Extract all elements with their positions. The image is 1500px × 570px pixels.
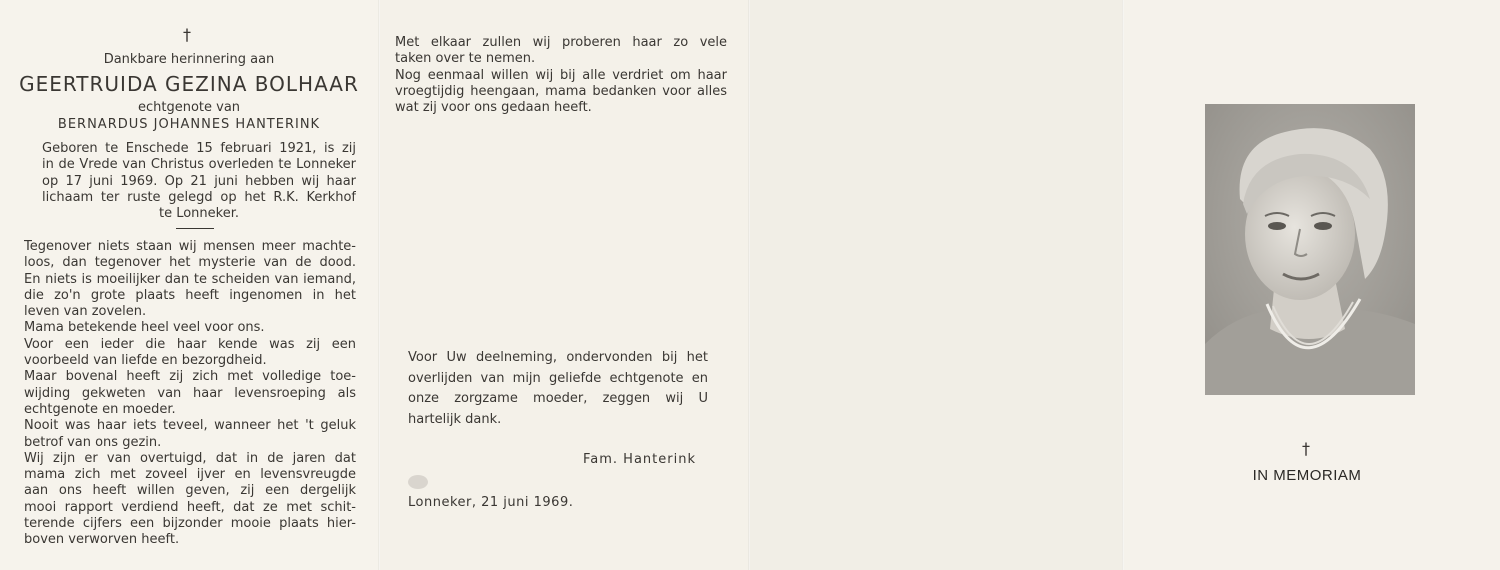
tribute-line: betrof van ons gezin. bbox=[24, 434, 162, 450]
tribute-line: aan ons heeft willen geven, zij een dergelijk bbox=[24, 483, 356, 499]
thanks-paragraph bbox=[408, 348, 708, 430]
in-memoriam-title: IN MEMORIAM bbox=[1252, 467, 1362, 484]
tribute-line: die zo'n grote plaats heeft ingenomen in het bbox=[24, 287, 356, 303]
tribute-line: terende cijfers een bijzonder mooie plaats hier- bbox=[24, 516, 356, 532]
cross-icon: † bbox=[183, 25, 191, 44]
continuation-line: vroegtijdig heengaan, mama bedanken voor alles bbox=[395, 83, 727, 99]
portrait-image bbox=[1205, 104, 1415, 395]
bio-line: Geboren te Enschede 15 februari 1921, is zij bbox=[42, 141, 356, 156]
tribute-line: En niets is moeilijker dan te scheiden van iemand, bbox=[24, 271, 356, 287]
tribute-text bbox=[24, 239, 356, 549]
deceased-name: GEERTRUIDA GEZINA BOLHAAR bbox=[19, 72, 359, 96]
bio-line: te Lonneker. bbox=[158, 206, 240, 222]
bio-line: in de Vrede van Christus overleden te Lonneker bbox=[42, 157, 356, 173]
remembrance-heading: Dankbare herinnering aan bbox=[103, 52, 275, 67]
tribute-line: mooi rapport verdiend heeft, dat ze met schit- bbox=[24, 499, 356, 515]
tribute-line: Tegenover niets staan wij mensen meer machte- bbox=[24, 239, 356, 254]
continuation-line: taken over te nemen. bbox=[395, 51, 536, 67]
tribute-line: loos, dan tegenover het mysterie van de dood. bbox=[24, 255, 356, 271]
tribute-line: Voor een ieder die haar kende was zij een bbox=[24, 336, 356, 352]
fold-line bbox=[748, 0, 750, 570]
tribute-line: Mama betekende heel veel voor ons. bbox=[24, 320, 265, 336]
spouse-label: echtgenote van bbox=[137, 100, 241, 115]
thanks-line: hartelijk dank. bbox=[408, 411, 502, 427]
continuation-line: wat zij voor ons gedaan heeft. bbox=[395, 100, 592, 116]
fold-line bbox=[1122, 0, 1124, 570]
family-signature: Fam. Hanterink bbox=[583, 452, 696, 467]
tribute-line: mama zich met zoveel ijver en levensvreugde bbox=[24, 467, 356, 483]
fold-line bbox=[378, 0, 380, 570]
thanks-line: overlijden van mijn geliefde echtgenote en bbox=[408, 370, 708, 386]
bio-line: lichaam ter ruste gelegd op het R.K. Kerkhof bbox=[42, 189, 356, 205]
paper-stain bbox=[408, 475, 428, 489]
divider bbox=[176, 228, 214, 229]
spouse-name: BERNARDUS JOHANNES HANTERINK bbox=[57, 117, 321, 132]
cross-icon: † bbox=[1302, 439, 1310, 458]
tribute-line: boven verworven heeft. bbox=[24, 532, 180, 548]
tribute-line: voorbeeld van liefde en bezorgdheid. bbox=[24, 353, 267, 369]
continuation-line: Met elkaar zullen wij proberen haar zo vele bbox=[395, 35, 727, 50]
continuation-text bbox=[395, 35, 727, 116]
tribute-line: Nooit was haar iets teveel, wanneer het 't geluk bbox=[24, 418, 356, 434]
blank-panel bbox=[748, 0, 1122, 570]
place-date: Lonneker, 21 juni 1969. bbox=[408, 495, 574, 510]
tribute-line: wijding gekweten van haar levensroeping als bbox=[24, 385, 356, 401]
tribute-line: Maar bovenal heeft zij zich met volledige toe- bbox=[24, 369, 356, 385]
tribute-line: echtgenote en moeder. bbox=[24, 401, 176, 417]
thanks-line: Voor Uw deelneming, ondervonden bij het bbox=[408, 350, 708, 365]
portrait-photo bbox=[1205, 104, 1415, 395]
bio-line: op 17 juni 1969. Op 21 juni hebben wij haar bbox=[42, 173, 356, 189]
bio-paragraph bbox=[42, 141, 356, 222]
tribute-line: Wij zijn er van overtuigd, dat in de jaren dat bbox=[24, 450, 356, 466]
tribute-line: leven van zovelen. bbox=[24, 304, 147, 320]
thanks-line: onze zorgzame moeder, zeggen wij U bbox=[408, 391, 708, 406]
continuation-line: Nog eenmaal willen wij bij alle verdriet om haar bbox=[395, 67, 727, 83]
